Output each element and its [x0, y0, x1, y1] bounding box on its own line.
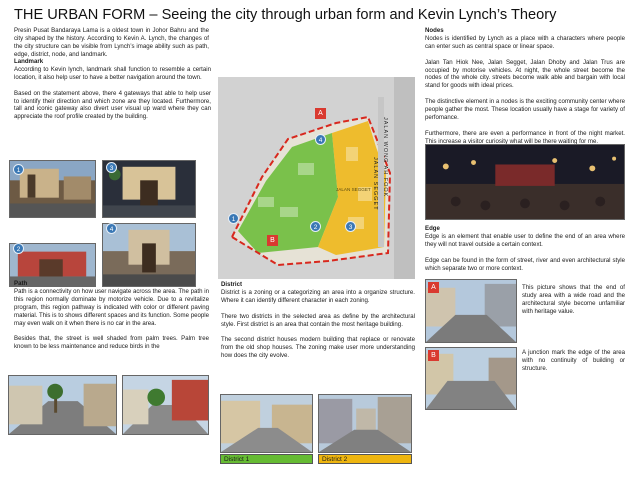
map-marker-4: 4	[315, 134, 326, 145]
district-paragraph-3: The second district houses modern building that replace or renovate from the old shop houses. The zoning make user more understanding how does the city evolve.	[221, 336, 415, 360]
district-photo-2	[318, 394, 412, 453]
area-label-jalan-segget: JALAN SEGGET	[336, 187, 371, 192]
site-map	[218, 77, 415, 279]
nodes-paragraph-4: Furthermore, there are even a performance in front of the night market. This increase a visitor curiosity what will be there waiting for me.	[425, 129, 625, 145]
edge-paragraph-1: Edge is an element that enable user to define the end of an area where they will not travel outside a certain context.	[425, 232, 625, 248]
path-paragraph-1: Path is a connectivity on how user navigate across the area. The path in this region normally dominate by motorize vehicle. Due to a revitalize program, this region pathway is indicated with color or different paving material. This is to shows different spaces and its function. Some people may even walk on it when there is no car in the area.	[14, 287, 209, 327]
landmark-badge-2: 2	[13, 243, 24, 254]
landmark-badge-1: 1	[13, 164, 24, 175]
nodes-section	[425, 27, 625, 153]
district-paragraph-1: District is a zoning or a categorizing an area into a organize structure. Where it can identify different character in each zoning.	[221, 288, 415, 304]
path-paragraph-2: Besides that, the street is well shaded from palm trees. Palm tree known to be less maintenance and reduce birds in the	[14, 335, 209, 351]
nodes-photo	[425, 144, 625, 220]
legend-district-1: District 1	[220, 454, 313, 464]
map-edge-marker-b: B	[267, 235, 278, 246]
landmark-badge-4: 4	[106, 223, 117, 234]
edge-heading: Edge	[425, 225, 440, 232]
nodes-paragraph-2: Jalan Tan Hiok Nee, Jalan Segget, Jalan Dhoby and Jalan Trus are occupied by motorise vehicles. At night, the whole street become the nodes of the whole city. streets become walk able and bargain with local stand for goods with ideal prices.	[425, 58, 625, 90]
map-marker-2: 2	[310, 221, 321, 232]
map-marker-3: 3	[345, 221, 356, 232]
street-label-jalan-segget: JALAN SEGGET	[372, 157, 378, 211]
page-title: THE URBAN FORM – Seeing the city through urban form and Kevin Lynch’s Theory	[14, 7, 557, 23]
edge-paragraph-2: Edge can be found in the form of street, river and even architectural style which separate two or more context.	[425, 256, 625, 272]
path-photo-2	[122, 375, 209, 435]
edge-section	[425, 225, 625, 280]
nodes-heading: Nodes	[425, 27, 444, 34]
edge-label-a: A	[428, 282, 439, 293]
nodes-paragraph-3: The distinctive element in a nodes is the exciting community center where people gather the most. These location usually have a stage for variety of perfomance.	[425, 98, 625, 121]
landmark-heading: Landmark	[14, 58, 44, 65]
district-heading: District	[221, 281, 242, 288]
path-photo-1	[8, 375, 117, 435]
path-heading: Path	[14, 280, 28, 287]
landmark-paragraph-1: According to Kevin lynch, landmark shall function to resemble a certain location, it also help user to have a better navigation around the town.	[14, 65, 211, 81]
landmark-photo-4	[102, 223, 196, 287]
landmark-badge-3: 3	[106, 162, 117, 173]
map-edge-marker-a: A	[315, 108, 326, 119]
landmark-paragraph-2: Based on the statement above, there 4 gateways that able to help user to identify their direction and which zone are they located. Furthermore, tall and iconic gateway also divert user visual up ward where they can appreciate the roof profile created by the building.	[14, 89, 211, 121]
nodes-paragraph-1: Nodes is identified by Lynch as a place with a characters where people can enter such as central space or linear space.	[425, 34, 625, 50]
legend-district-2: District 2	[318, 454, 412, 464]
path-section	[14, 280, 209, 359]
district-paragraph-2: There two districts in the selected area as define by the architectural style. First district is an area that contain the most heritage building.	[221, 312, 415, 328]
edge-label-b: B	[428, 350, 439, 361]
street-label-jalan-wong-ah-fook: JALAN WONG AH FOOK	[382, 117, 388, 198]
district-section	[221, 281, 415, 368]
edge-caption-a: This picture shows that the end of study area with a wide road and the architectural style become unfamiliar with heritage value.	[522, 284, 625, 315]
map-marker-1: 1	[228, 213, 239, 224]
landmark-section	[14, 58, 211, 129]
edge-caption-b: A junction mark the edge of the area with no continuity of building or structure.	[522, 349, 625, 372]
district-photo-1	[220, 394, 313, 453]
intro-text: Presin Pusat Bandaraya Lama is a oldest town in Johor Bahru and the city shaped by the history. According to Kevin A. Lynch, the changes of the city structure can be visible from Lynch’s image ability such as path, edge, district, node, and landmark.	[14, 27, 209, 58]
